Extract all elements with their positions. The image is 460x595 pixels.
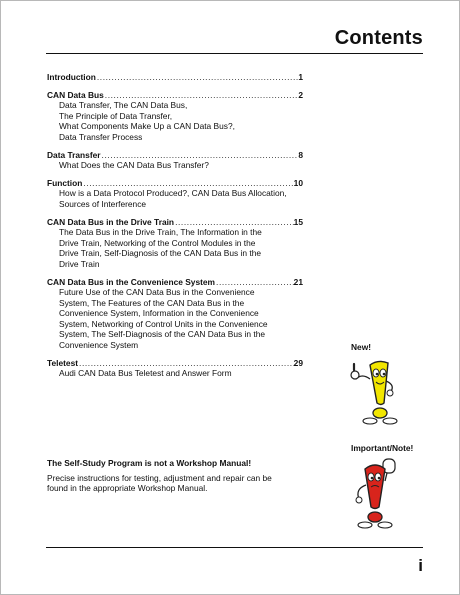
- toc-entry: [47, 217, 303, 270]
- toc-entry: [47, 277, 303, 351]
- toc-entry-heading: [47, 217, 303, 228]
- toc-entry: [47, 90, 303, 143]
- toc-description-line: Convenience System: [59, 340, 139, 351]
- toc-entry-page: 21: [293, 276, 303, 287]
- exclamation-mascot-red-icon: [347, 457, 409, 529]
- toc-description-line: Convenience System, Information in the Convenience: [59, 308, 259, 319]
- new-label: New!: [351, 342, 372, 352]
- dot-leader: [78, 358, 294, 369]
- toc-entry-description: [47, 100, 303, 142]
- workshop-note: [47, 458, 297, 494]
- toc-entry-title: Introduction: [47, 72, 96, 82]
- toc-description-line: The Data Bus in the Drive Train, The Information in the: [59, 227, 262, 238]
- toc-entry-description: [47, 160, 303, 171]
- toc-entry-description: [47, 227, 303, 269]
- toc-entry-description: [47, 368, 303, 379]
- toc-entry-heading: [47, 72, 303, 83]
- toc-entry-title: CAN Data Bus in the Drive Train: [47, 216, 175, 227]
- toc-description-line: Audi CAN Data Bus Teletest and Answer Form: [59, 368, 232, 379]
- note-line: found in the appropriate Workshop Manual.: [47, 483, 208, 494]
- toc-entry-page: 10: [293, 177, 303, 188]
- toc-entry-title: CAN Data Bus: [47, 89, 104, 100]
- toc-entry-page: 2: [298, 89, 303, 100]
- toc-description-line: Drive Train: [59, 258, 100, 269]
- toc-entry: [47, 358, 303, 379]
- toc-description-line: System, The Features of the CAN Data Bus in the: [59, 297, 245, 308]
- toc-description-line: Drive Train, Networking of the Control Modules in the: [59, 237, 256, 248]
- toc-entry-heading: [47, 277, 303, 288]
- toc-entry-page: 1: [298, 72, 303, 82]
- toc-entry-page: 29: [293, 357, 303, 368]
- toc-description-line: Future Use of the CAN Data Bus in the Convenience: [59, 287, 255, 298]
- toc-entry-page: 8: [298, 149, 303, 160]
- dot-leader: [174, 217, 294, 228]
- toc-entry-page: 15: [293, 216, 303, 227]
- toc-entry-description: [47, 287, 303, 351]
- toc-entry: [47, 178, 303, 210]
- toc-entry-description: [47, 188, 303, 209]
- top-rule: [46, 53, 423, 54]
- toc-entry-title: Teletest: [47, 357, 79, 368]
- note-title: The Self-Study Program is not a Workshop Manual!: [47, 458, 252, 468]
- dot-leader: [104, 90, 299, 101]
- toc-entry-heading: [47, 90, 303, 101]
- toc-description-line: Data Transfer, The CAN Data Bus,: [59, 100, 188, 111]
- page-title: Contents: [334, 27, 423, 49]
- page-number: i: [418, 556, 423, 575]
- toc-entry: [47, 150, 303, 171]
- toc-description-line: Data Transfer Process: [59, 131, 143, 142]
- table-of-contents: [47, 72, 303, 386]
- toc-description-line: Drive Train, Self-Diagnosis of the CAN Data Bus in the: [59, 248, 262, 259]
- dot-leader: [215, 277, 294, 288]
- toc-description-line: The Principle of Data Transfer,: [59, 110, 173, 121]
- dot-leader: [101, 150, 299, 161]
- toc-description-line: System, The Self-Diagnosis of the CAN Data Bus in the: [59, 329, 266, 340]
- important-note-label: Important/Note!: [351, 443, 414, 453]
- bottom-rule: [46, 547, 423, 548]
- toc-entry-title: Function: [47, 177, 83, 188]
- toc-description-line: What Does the CAN Data Bus Transfer?: [59, 160, 209, 171]
- toc-entry-title: CAN Data Bus in the Convenience System: [47, 276, 216, 287]
- dot-leader: [82, 178, 293, 189]
- toc-entry: [47, 72, 303, 83]
- toc-entry-title: Data Transfer: [47, 149, 101, 160]
- exclamation-mascot-yellow-icon: [348, 357, 408, 425]
- toc-entry-heading: [47, 178, 303, 189]
- toc-description-line: System, Networking of Control Units in the Convenience: [59, 318, 268, 329]
- toc-entry-heading: [47, 150, 303, 161]
- dot-leader: [96, 72, 298, 83]
- toc-description-line: How is a Data Protocol Produced?, CAN Data Bus Allocation,: [59, 188, 287, 199]
- toc-description-line: What Components Make Up a CAN Data Bus?,: [59, 121, 235, 132]
- toc-entry-heading: [47, 358, 303, 369]
- toc-description-line: Sources of Interference: [59, 198, 147, 209]
- note-line: Precise instructions for testing, adjustment and repair can be: [47, 472, 272, 483]
